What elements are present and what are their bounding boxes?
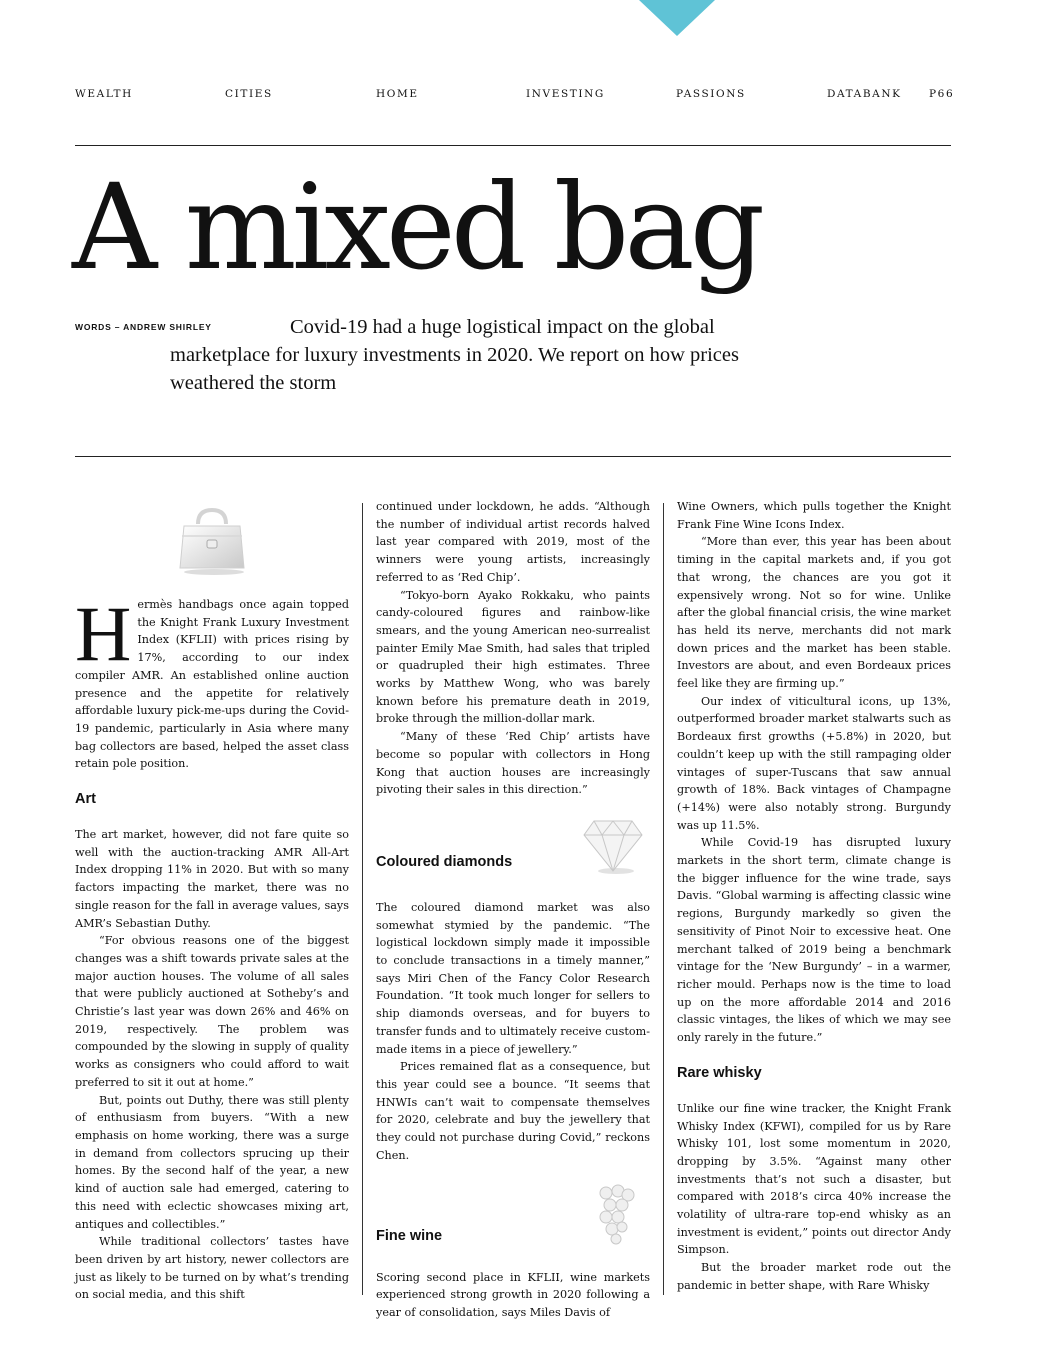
diamonds-paragraph: Prices remained flat as a consequence, but this year could see a bounce. “It seems that HNWIs can’t wait to compensate themselves for 2020, celebrate and buy the jewellery that they could not purchase during Covid,” reckons Chen. <box>376 1060 650 1162</box>
standfirst: Covid-19 had a huge logistical impact on the global marketplace for luxury investments in 2020. We report on how prices weathered the storm <box>170 316 739 394</box>
wine-paragraph: Wine Owners, which pulls together the Knight Frank Fine Wine Icons Index. <box>677 500 951 531</box>
art-paragraph: The art market, however, did not fare quite so well with the auction-tracking AMR All-Art Index dropping 11% in 2020. But with so many factors impacting the market, there was no single reason for the fall in average values, says AMR’s Sebastian Duthy. <box>75 828 349 930</box>
byline: WORDS – ANDREW SHIRLEY <box>75 322 212 332</box>
column-2 <box>376 498 650 1319</box>
heading-art: Art <box>75 791 96 808</box>
article-title: A mixed bag <box>72 158 761 296</box>
heading-fine-wine: Fine wine <box>376 1227 443 1244</box>
header-divider <box>75 456 951 457</box>
drop-cap: H <box>75 590 132 677</box>
art-paragraph: “For obvious reasons one of the biggest changes was a shift towards private sales at the major auction houses. The volume of all sales that were publicly auctioned at Sotheby’s and Christie’s last year was down 26% and 46% on 2019, respectively. The problem was compounded by the slowing in supply of quality works as consigners who could afford to wait preferred to sit it out at home.” <box>75 934 349 1089</box>
nav-item-passions[interactable]: PASSIONS <box>676 88 746 100</box>
art-paragraph: “Tokyo-born Ayako Rokkaku, who paints candy-coloured figures and rainbow-like smears, and the young American neo-surrealist painter Emily Mae Smith, had sales that tripled or quadrupled their high estimates. Three works by Matthew Wong, who was barely known before his premature death in 2019, broke through the million-dollar mark. <box>376 588 650 726</box>
whisky-paragraph: Unlike our fine wine tracker, the Knight Frank Whisky Index (KFWI), compiled for us by Rare Whisky 101, lost some momentum in 2020, dropping by 3.5%. “Against many other investments that’s not such a disaster, but compared with 2018’s circa 40% increase the volatility of ultra-rare top-end whisky as an investment is evident,” points out director Andy Simpson. <box>677 1101 951 1257</box>
section-nav <box>75 88 955 102</box>
art-paragraph: But, points out Duthy, there was still plenty of enthusiasm from buyers. “With a new emphasis on home working, there was a surge in demand from collectors sprucing up their homes. By the second half of the year, a new kind of auction sale had emerged, catering to this need with eclectic showcases mixing art, antiques and collectibles.” <box>75 1093 349 1231</box>
wine-paragraph: Scoring second place in KFLII, wine markets experienced strong growth in 2020 following a year of consolidation, says Miles Davis of <box>376 1270 650 1319</box>
diamonds-paragraph: The coloured diamond market was also somewhat stymied by the pandemic. “The logistical lockdown simply made it impossible to conclude transactions in a timely manner,” says Miri Chen of the Fancy Color Research Foundation. “It took much longer for sellers to ship diamonds overseas, and for buyers to transfer funds and to ultimately receive custom-made items in a piece of jewellery.” <box>376 900 650 1056</box>
art-paragraph: While traditional collectors’ tastes have been driven by art history, newer collectors are just as likely to be turned on by what’s trending on social media, and this shift <box>75 1235 349 1302</box>
heading-rare-whisky: Rare whisky <box>677 1064 762 1081</box>
heading-coloured-diamonds: Coloured diamonds <box>376 853 513 870</box>
column-1 <box>75 498 349 1302</box>
nav-item-home[interactable]: HOME <box>376 88 419 100</box>
wine-paragraph: “More than ever, this year has been about timing in the capital markets and, if you got that wrong, the chances are you got it expensively wrong. Not so for wine. Unlike after the global financial crisis, the wine market has held its nerve, merchants did not mark down prices and the market has been stable. Investors are about, and even Bordeaux prices feel like they are firming up.” <box>677 535 951 691</box>
art-paragraph: “Many of these ‘Red Chip’ artists have become so popular with collectors in Hong Kong that auction houses are increasingly pivoting their sales in this direction.” <box>376 730 650 797</box>
column-3 <box>677 498 951 1298</box>
intro-paragraph: ermès handbags once again topped the Knight Frank Luxury Investment Index (KFLII) with prices rising by 17%, according to our index compiler AMR. An established online auction presence and the appetite for relatively affordable luxury pick-me-ups during the Covid-19 pandemic, particularly in Asia where many bag collectors are based, helped the asset class retain pole position. <box>75 598 349 771</box>
diamond-icon <box>582 817 644 881</box>
wine-paragraph: While Covid-19 has disrupted luxury markets in the short term, climate change is the bigger influence for the wine trade, says Davis. “Global warming is affecting classic wine regions, Burgundy markedly so given the sensitivity of Pinot Noir to excessive heat. One merchant talked of 2019 being a benchmark vintage for the ‘New Burgundy’ – in a warmer, richer mould. Perhaps now is the time to load up on the more affordable 2014 and 2016 classic vintages, the likes of which we may see only rarely in the future.” <box>677 836 951 1045</box>
nav-item-databank[interactable]: DATABANK <box>827 88 902 100</box>
grapes-icon <box>594 1183 638 1253</box>
nav-item-wealth[interactable]: WEALTH <box>75 88 133 100</box>
decorative-triangle <box>639 0 715 36</box>
art-paragraph: continued under lockdown, he adds. “Although the number of individual artist records halved last year compared with 2019, most of the winners were young artists, increasingly referred to as ‘Red Chip’. <box>376 500 650 584</box>
column-divider <box>362 503 363 1295</box>
column-divider <box>663 503 664 1295</box>
nav-item-investing[interactable]: INVESTING <box>526 88 605 100</box>
nav-item-cities[interactable]: CITIES <box>225 88 273 100</box>
page-number: P66 <box>929 88 955 100</box>
top-divider <box>75 145 951 146</box>
wine-paragraph: Our index of viticultural icons, up 13%, outperformed broader market stalwarts such as Bordeaux first growths (+5.8%) in 2020, but couldn’t keep up with the still rampaging older vintages of super-Tuscans that saw annual growth of 18%. Back vintages of Champagne (+14%) were also notably strong. Burgundy was up 11.5%. <box>677 694 951 832</box>
handbag-icon <box>75 498 349 586</box>
whisky-paragraph: But the broader market rode out the pandemic in better shape, with Rare Whisky <box>677 1261 951 1292</box>
